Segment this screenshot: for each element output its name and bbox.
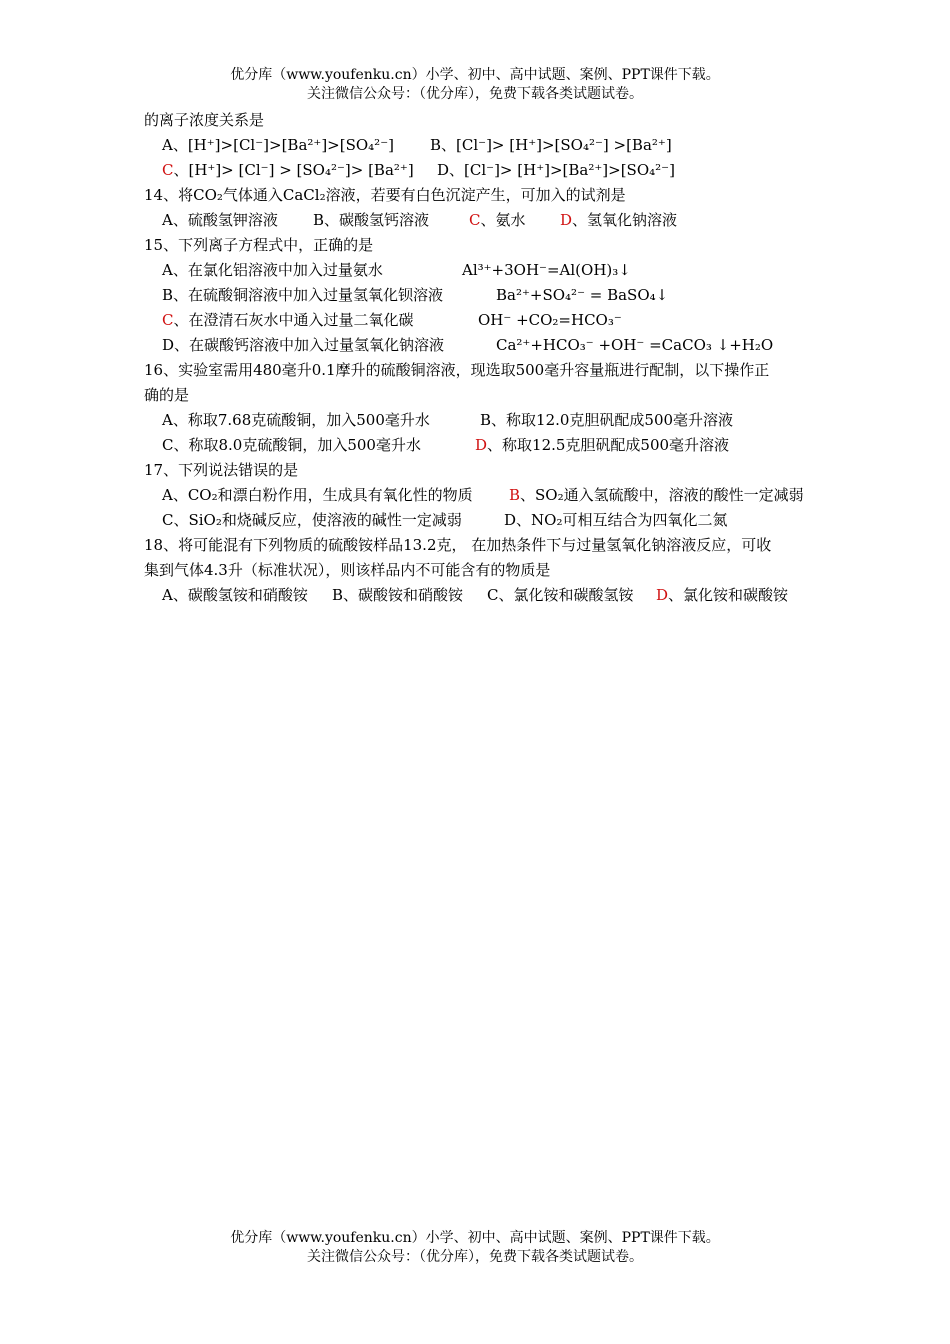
q15-stem: 15、下列离子方程式中，正确的是 bbox=[144, 236, 374, 254]
q17-stem: 17、下列说法错误的是 bbox=[144, 461, 299, 479]
q17-option-a: A、CO₂和漂白粉作用，生成具有氧化性的物质 bbox=[162, 486, 473, 504]
q16-option-c: C、称取8.0克硫酸铜，加入500毫升水 bbox=[162, 436, 421, 454]
q18-stem-line-1: 18、将可能混有下列物质的硫酸铵样品13.2克， 在加热条件下与过量氢氧化钠溶液反应，可收 bbox=[144, 536, 772, 554]
q15-option-b: B、在硫酸铜溶液中加入过量氢氧化钡溶液 bbox=[162, 286, 444, 304]
footer-line-1: 优分库（www.youfenku.cn）小学、初中、高中试题、案例、PPT课件下载。 bbox=[230, 1230, 720, 1246]
q17-option-d: D、NO₂可相互结合为四氧化二氮 bbox=[504, 511, 728, 529]
q16-option-d: D、称取12.5克胆矾配成500毫升溶液 bbox=[475, 436, 730, 454]
q18-option-d: D、氯化铵和碳酸铵 bbox=[656, 586, 789, 604]
answer-letter: C bbox=[162, 161, 174, 179]
page-footer bbox=[0, 1229, 950, 1267]
answer-letter: D bbox=[656, 586, 669, 604]
q15-option-a: A、在氯化铝溶液中加入过量氨水 bbox=[162, 261, 383, 279]
answer-letter: D bbox=[475, 436, 488, 454]
q13-option-b: B、[Cl⁻]> [H⁺]>[SO₄²⁻] >[Ba²⁺] bbox=[430, 136, 672, 154]
q18-option-a: A、碳酸氢铵和硝酸铵 bbox=[162, 586, 308, 604]
q14-option-b: B、碳酸氢钙溶液 bbox=[313, 211, 430, 229]
answer-letter: B bbox=[509, 486, 521, 504]
q15-option-c-equation: OH⁻ +CO₂=HCO₃⁻ bbox=[478, 311, 622, 329]
q18-option-c: C、氯化铵和碳酸氢铵 bbox=[487, 586, 634, 604]
q17-option-c: C、SiO₂和烧碱反应，使溶液的碱性一定减弱 bbox=[162, 511, 462, 529]
q14-option-a: A、硫酸氢钾溶液 bbox=[162, 211, 278, 229]
answer-letter: D bbox=[560, 211, 573, 229]
q14-option-c: C、氨水 bbox=[469, 211, 526, 229]
q13-option-a: A、[H⁺]>[Cl⁻]>[Ba²⁺]>[SO₄²⁻] bbox=[162, 136, 394, 154]
q13-option-c: C、[H⁺]> [Cl⁻] > [SO₄²⁻]> [Ba²⁺] bbox=[162, 161, 414, 179]
q14-stem: 14、将CO₂气体通入CaCl₂溶液，若要有白色沉淀产生，可加入的试剂是 bbox=[144, 186, 626, 204]
q16-option-a: A、称取7.68克硫酸铜，加入500毫升水 bbox=[162, 411, 430, 429]
q14-option-d: D、氢氧化钠溶液 bbox=[560, 211, 678, 229]
q17-option-b: B、SO₂通入氢硫酸中，溶液的酸性一定减弱 bbox=[509, 486, 804, 504]
q15-option-a-equation: Al³⁺+3OH⁻=Al(OH)₃↓ bbox=[462, 261, 631, 279]
q16-stem-line-2: 确的是 bbox=[144, 386, 190, 404]
q15-option-b-equation: Ba²⁺+SO₄²⁻ = BaSO₄↓ bbox=[496, 286, 669, 304]
page-header bbox=[0, 66, 950, 104]
answer-letter: C bbox=[469, 211, 481, 229]
q15-option-c: C、在澄清石灰水中通入过量二氧化碳 bbox=[162, 311, 414, 329]
q15-option-d: D、在碳酸钙溶液中加入过量氢氧化钠溶液 bbox=[162, 336, 445, 354]
q18-option-b: B、碳酸铵和硝酸铵 bbox=[332, 586, 464, 604]
q13-stem-tail: 的离子浓度关系是 bbox=[144, 111, 265, 129]
header-line-1: 优分库（www.youfenku.cn）小学、初中、高中试题、案例、PPT课件下载。 bbox=[230, 67, 720, 83]
header-line-2: 关注微信公众号：（优分库），免费下载各类试题试卷。 bbox=[307, 86, 643, 102]
q13-option-d: D、[Cl⁻]> [H⁺]>[Ba²⁺]>[SO₄²⁻] bbox=[437, 161, 675, 179]
answer-letter: C bbox=[162, 311, 174, 329]
q16-option-b: B、称取12.0克胆矾配成500毫升溶液 bbox=[480, 411, 734, 429]
q15-option-d-equation: Ca²⁺+HCO₃⁻ +OH⁻ =CaCO₃ ↓+H₂O bbox=[496, 336, 774, 354]
q16-stem-line-1: 16、实验室需用480毫升0.1摩升的硫酸铜溶液，现选取500毫升容量瓶进行配制，以下操作正 bbox=[144, 361, 770, 379]
q18-stem-line-2: 集到气体4.3升（标准状况），则该样品内不可能含有的物质是 bbox=[144, 561, 551, 579]
footer-line-2: 关注微信公众号：（优分库），免费下载各类试题试卷。 bbox=[307, 1249, 643, 1265]
